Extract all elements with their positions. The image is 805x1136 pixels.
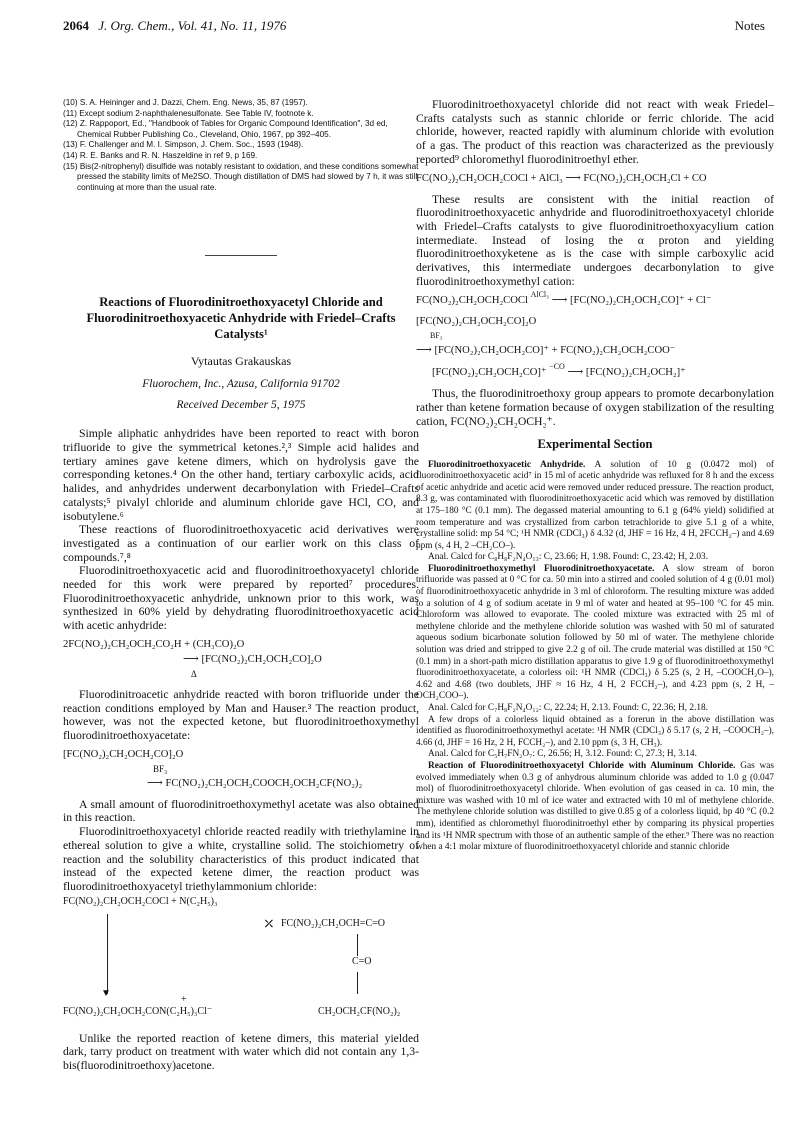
equation-product: [FC(NO₂)₂CH₂OCH₂CO]₂O [201, 653, 322, 665]
experimental-text: Gas was evolved immediately when 0.3 g of anhydrous aluminum chloride was added to 1.0 g (0.047 mol) of fluorodinitroethoxyacetyl chloride. When evolution of gas ceased in ca. 10 min, the mixture was washed with 10 ml of ice water and extracted with 10 ml of methylene chloride. The methylene chloride solution was distilled to give 0.85 g of a colorless liquid, bp 40 °C (0.2 mm), identified as chloromethyl fluorodinitroethyl ether by comparing its physical properties and its ¹H NMR spectrum with those of an authentic sample of the ether.⁹ There was no reaction when a 4:1 molar mixture of fluorodinitroethoxyacetyl chloride and stannic chloride [416, 760, 774, 853]
subheading: Fluorodinitroethoxymethyl Fluorodinitroethoxyacetate. [428, 563, 655, 574]
reaction-condition: Δ [191, 668, 197, 679]
page-number: 2064 [63, 18, 89, 33]
scheme-carbonyl: C=O [352, 955, 372, 967]
equation-product: [FC(NO₂)₂CH₂OCH₂]⁺ [585, 367, 686, 379]
paragraph: Fluorodinitroethoxyacetyl chloride reacted readily with triethylamine in ethereal solution to give a white, crystalline solid. The stoichiometry of reaction and the solubility characteristics of this product indicated that instead of the expected ketene dimer, the reaction product was fluorodinitroethoxyacetyl triethylammonium chloride: [63, 825, 419, 893]
reaction-condition: −CO [549, 362, 565, 372]
footnote: (11) Except sodium 2-naphthalenesulfonate. See Table IV, footnote k. [63, 108, 314, 118]
reaction-condition: BF₃ [153, 763, 168, 774]
paragraph: Thus, the fluorodinitroethoxy group appears to promote decarbonylation rather than ketene formation because of oxygen stabilization of the resulting cation, FC(NO₂)₂CH₂OCH₂⁺. [416, 387, 774, 428]
experimental-text: A solution of 10 g (0.0472 mol) of fluorodinitroethoxyacetic acid⁷ in 15 ml of acetic anhydride was refluxed for 8 h and the excess of acetic anhydride and acetic acid were removed under reduced pressure. The reaction product, 8.3 g, was contaminated with fluorodinitroethoxyacetic acid which was removed by distillation at 175–180 °C (0.1 mm). The degassed material amounting to 6.1 g (64% yield) solidified at room temperature and was crystallized from carbon tetrachloride to give 5.1 g of a white, crystalline solid: mp 54 °C; ¹H NMR (CDCl₃) δ 4.32 (d, JHF = 16 Hz, 4 H, 2FCCH₂–) and 4.69 ppm (s, 4 H, 2 –CH₂CO–). [416, 459, 774, 551]
equation-5 [416, 315, 774, 358]
reaction-arrow: ⟶ [567, 366, 584, 379]
footnote: (13) F. Challenger and M. I. Simpson, J. Chem. Soc., 1593 (1948). [63, 140, 304, 150]
equation-reactants: [FC(NO₂)₂CH₂OCH₂CO]⁺ [432, 367, 547, 379]
reaction-arrow: ⟶ [183, 652, 199, 665]
equation-reactants: 2FC(NO₂)₂CH₂OCH₂CO₂H + (CH₃CO)₂O [63, 638, 245, 650]
equation-reactants: FC(NO₂)₂CH₂OCH₂COCl [416, 295, 528, 307]
equation-reactants: [FC(NO₂)₂CH₂OCH₂CO]₂O [416, 316, 537, 328]
received-date: Received December 5, 1975 [176, 399, 306, 412]
analysis: Anal. Calcd for C₈H₈F₂N₄O₁₃: C, 23.66; H, 1.98. Found: C, 23.42; H, 2.03. [428, 552, 709, 563]
footnotes [63, 98, 419, 193]
reaction-arrow: ⟶ [416, 344, 432, 357]
paragraph: Unlike the reported reaction of ketene dimers, this material yielded dark, tarry product on treatment with water which did not contain any 1,3-bis(fluorodinitroethoxy)acetone. [63, 1031, 419, 1073]
reaction-condition: BF₃ [430, 331, 443, 341]
equation-reactants: [FC(NO₂)₂CH₂OCH₂CO]₂O [63, 748, 184, 760]
experimental-paragraph [416, 564, 774, 703]
paragraph: Fluorodinitroethoxyacetyl chloride did not react with weak Friedel–Crafts catalysts such as stannic chloride or ferric chloride. The acid chloride, however, reacted rapidly with aluminum chloride with evolution of a gas. The product of this reaction was characterized as the previously reported⁹ chloromethyl fluorodinitroethyl ether. [416, 98, 774, 166]
subheading: Reaction of Fluorodinitroethoxyacetyl Chloride with Aluminum Chloride. [428, 760, 736, 771]
reaction-scheme [63, 896, 419, 1026]
section-heading: Experimental Section [537, 436, 653, 451]
scheme-ketene: FC(NO₂)₂CH₂OCH=C=O [281, 917, 385, 929]
scheme-reactants: FC(NO₂)₂CH₂OCH₂COCl + N(C₂H₅)₃ [63, 895, 218, 907]
experimental-paragraph [416, 460, 774, 553]
charge-plus: + [181, 993, 187, 1005]
scheme-ketene-dimer: CH₂OCH₂CF(NO₂)₂ [318, 1005, 401, 1017]
paragraph: Simple aliphatic anhydrides have been reported to react with boron trifluoride to give the symmetrical ketones.²,³ Simple acid halides and tertiary amines gave ketene dimers, which on hydrolysis gave the corresponding ketones.⁴ On the other hand, tertiary carboxylic acids, acid halides, and anhydrides underwent decarbonylation with Friedel–Crafts catalysts;⁵ pivalyl chloride and aluminum chloride gave HCl, CO, and isobutylene.⁶ [63, 427, 419, 523]
analysis: Anal. Calcd for C₅H₇FN₂O₇: C, 26.56; H, 3.12. Found: C, 27.3; H, 3.14. [428, 749, 697, 760]
equation-6 [416, 362, 774, 380]
analysis: Anal. Calcd for C₇H₈F₂N₄O₁₂: C, 22.24; H, 2.13. Found: C, 22.36; H, 2.18. [428, 703, 709, 714]
equation-2 [63, 748, 419, 791]
reaction-arrow: ⟶ [147, 776, 163, 789]
paragraph: Fluorodinitroacetic anhydride reacted with boron trifluoride under the reaction conditions employed by Man and Hauser.³ The reaction product, however, was not the expected ketone, but fluorodinitroethoxymethyl fluorodinitroethoxyacetate: [63, 687, 419, 742]
arrow-down: ▼ [101, 987, 111, 999]
paragraph: These reactions of fluorodinitroethoxyacetic acid derivatives were investigated as a continuation of our earlier work on this class of compounds.⁷,⁸ [63, 523, 419, 564]
journal-citation: J. Org. Chem., Vol. 41, No. 11, 1976 [98, 18, 287, 33]
reaction-arrow: ⟶ [551, 294, 568, 307]
paragraph: A small amount of fluorodinitroethoxymethyl acetate was also obtained in this reaction. [63, 797, 419, 825]
section-label: Notes [734, 18, 765, 33]
equation-4 [416, 290, 774, 308]
experimental-paragraph [416, 761, 774, 854]
experimental-paragraph: A few drops of a colorless liquid obtained as a forerun in the above distillation was identified as fluorodinitroethoxymethyl acetate: ¹H NMR (CDCl₃) δ 5.17 (s, 2 H, –COOCH₂–), 4.66 (d, JHF = 16 Hz, 2 H, FCCH₂–), and 2.10 ppm (s, 3 H, CH₃). [416, 714, 774, 748]
author: Vytautas Grakauskas [190, 354, 292, 369]
footnote: (10) S. A. Heininger and J. Dazzi, Chem. Eng. News, 35, 87 (1957). [63, 98, 308, 107]
running-header [63, 18, 765, 38]
right-column [416, 98, 774, 854]
paragraph: These results are consistent with the initial reaction of fluorodinitroethoxyacetic anhydride and fluorodinitroethoxyacetyl chloride with Friedel–Crafts catalysts to give fluorodinitroethoxyacylium cation intermediate. Instead of losing the α proton and yielding fluorodinitroethoxyketene as is the case with simple carboxylic acid derivatives, this intermediate undergoes decarbonylation to give fluorodinitroethoxymethyl cation: [416, 192, 774, 288]
crossed-arrow: ⤫ [263, 916, 275, 932]
left-column [63, 98, 419, 1073]
subheading: Fluorodinitroethoxyacetic Anhydride. [428, 459, 586, 470]
divider [205, 255, 277, 256]
footnote: (12) Z. Rappoport, Ed., "Handbook of Tables for Organic Compound Identification", 3d ed, Chemical Rubber Publishing Co., Cleveland, Ohio, 1967, pp 392–405. [63, 119, 388, 139]
equation-1 [63, 638, 419, 681]
paragraph: Fluorodinitroethoxyacetic acid and fluorodinitroethoxyacetyl chloride needed for this work were prepared by reported⁷ procedures. Fluorodinitroethoxyacetic anhydride, unknown prior to this work, was synthesized in 60% yield by dehydrating fluorodinitroethoxyacetic acid with acetic anhydride: [63, 564, 419, 633]
footnote: (15) Bis(2-nitrophenyl) disulfide was notably resistant to oxidation, and these conditions somewhat pressed the stability limits of Me2SO. Though distillation of DMS had slowed by 7 h, it was still continuing at more than the usual rate. [63, 161, 419, 192]
footnote: (14) R. E. Banks and R. N. Haszeldine in ref 9, p 169. [63, 150, 258, 160]
article-title: Reactions of Fluorodinitroethoxyacetyl Chloride and Fluorodinitroethoxyacetic Anhydride with Friedel–Crafts Catalysts¹ [86, 295, 396, 342]
equation-3: FC(NO₂)₂CH₂OCH₂COCl + AlCl₃ ⟶ FC(NO₂)₂CH₂OCH₂Cl + CO [416, 172, 707, 184]
equation-product: [FC(NO₂)₂CH₂OCH₂CO]⁺ + Cl⁻ [570, 295, 712, 307]
equation-product: FC(NO₂)₂CH₂OCH₂COOCH₂OCH₂CF(NO₂)₂ [165, 777, 363, 789]
affiliation: Fluorochem, Inc., Azusa, California 91702 [142, 378, 340, 391]
scheme-salt: FC(NO₂)₂CH₂OCH₂CON(C₂H₅)₃Cl⁻ [63, 1005, 213, 1017]
equation-product: [FC(NO₂)₂CH₂OCH₂CO]⁺ + FC(NO₂)₂CH₂OCH₂COO⁻ [434, 345, 676, 357]
reaction-condition: AlCl₃ [530, 290, 549, 300]
experimental-text: A slow stream of boron trifluoride was passed at 0 °C for ca. 50 min into a stirred and cooled solution of 4 g (0.01 mol) of fluorodinitroethoxyacetic anhydride in 3 ml of chloroform. The resulting mixture was added to a solution of 4 g of sodium acetate in 9 ml of water and heated at 95–100 °C for 45 min. Chloroform was allowed to evaporate. The cooled mixture was extracted with 25 ml of methylene chloride and the methylene chloride solution was washed with 50 ml of saturated aqueous sodium bicarbonate solution followed by 50 ml of water. The methylene chloride solution was dried and stripped to give 2.2 g of oil. The crude material was distilled at 150 °C (0.1 mm) in a short-path micro distillation apparatus to give 1.9 g of fluorodinitroethoxymethyl fluorodinitroethoxyacetate, a colorless oil: ¹H NMR (CDCl₃) δ 5.25 (s, 2 H, –COOCH₂O–), 4.62 and 4.68 (two doublets, JHF ≈ 16 Hz, 4 H, 2 FCCH₂–), and 4.23 ppm (s, 2 H, –OCH₂COO–). [416, 563, 774, 702]
